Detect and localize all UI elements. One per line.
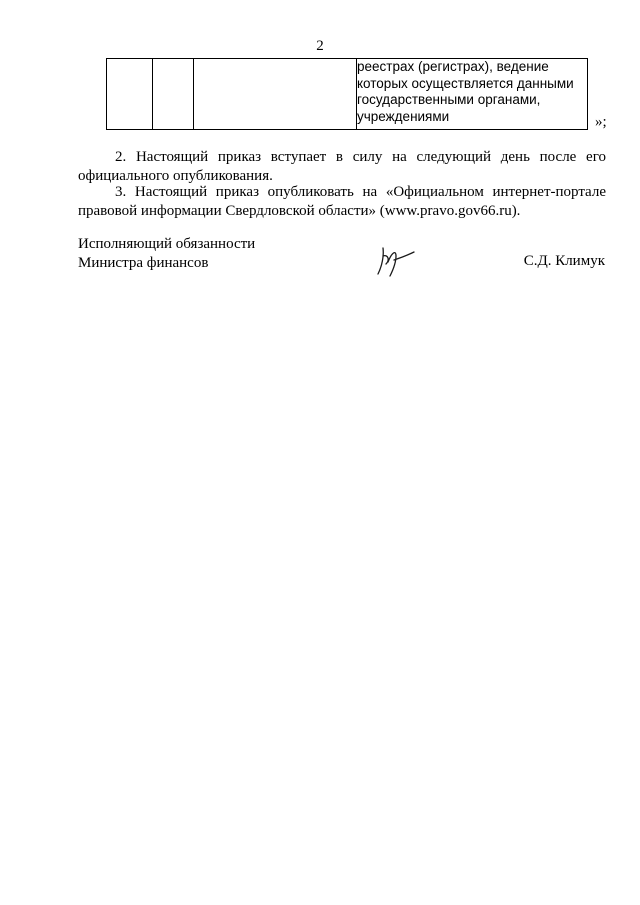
signatory-name: С.Д. Климук xyxy=(523,253,605,269)
closing-quote: »; xyxy=(595,114,607,130)
table-cell-empty xyxy=(153,59,194,130)
table-row xyxy=(107,59,588,130)
signatory-title-line2: Министра финансов xyxy=(78,255,209,271)
paragraph-2: 2. Настоящий приказ вступает в силу на следующий день после его официального опубликования. xyxy=(78,149,606,184)
cell-line: учреждениями xyxy=(357,108,450,124)
page-number: 2 xyxy=(316,38,324,54)
table-cell-text xyxy=(357,59,588,130)
paragraph-3: 3. Настоящий приказ опубликовать на «Официальном интернет-портале правовой информации Свердловской области» (www.pravo.gov66.ru). xyxy=(78,184,606,219)
continued-table xyxy=(106,58,588,130)
cell-line: реестрах (регистрах), ведение xyxy=(357,59,549,74)
signatory-title-line1: Исполняющий обязанности xyxy=(78,236,256,252)
cell-line: которых осуществляется данными xyxy=(357,75,574,91)
handwritten-signature xyxy=(374,242,418,278)
cell-line: государственными органами, xyxy=(357,92,541,107)
table-cell-empty xyxy=(194,59,357,130)
table-cell-empty xyxy=(107,59,153,130)
